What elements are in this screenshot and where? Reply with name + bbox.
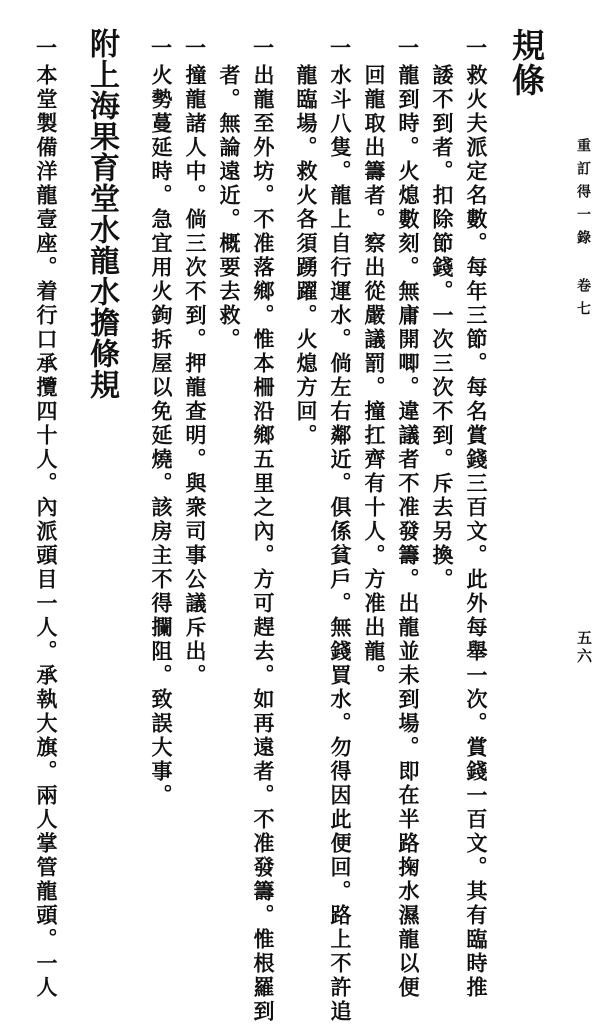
rule-marker: 一 bbox=[185, 35, 206, 60]
rule-marker: 一 bbox=[253, 35, 274, 60]
rule-marker: 一 bbox=[330, 35, 351, 60]
rule-6-line-1: 火勢蔓延時。急宜用火鉤拆屋以免延燒。該房主不得攔阻。致誤大事。 bbox=[149, 64, 174, 808]
appendix-rule-1-line-1: 本堂製備洋龍壹座。着行口承攬四十人。內派頭目一人。承執大旗。兩人掌管龍頭。一人 bbox=[34, 64, 59, 1000]
rule-marker: 一 bbox=[398, 35, 419, 60]
rule-2-line-1: 龍到時。火熄數刻。無庸開唧。違議者不准發籌。出龍並未到場。即在半路掬水濕龍以便 bbox=[396, 64, 421, 1000]
rule-marker: 一 bbox=[151, 35, 172, 60]
rule-3-line-1: 水斗八隻。龍上自行運水。倘左右鄰近。俱係貧戶。無錢買水。勿得因此便回。路上不許追 bbox=[328, 64, 353, 1024]
rule-1-line-1: 救火夫派定名數。每年三節。每名賞錢三百文。此外每舉一次。賞錢一百文。其有臨時推 bbox=[464, 64, 489, 1000]
rule-2-line-2: 回龍取出籌者。察出從嚴議罰。撞扛齊有十人。方准出龍。 bbox=[362, 64, 387, 688]
appendix-title: 附上海果育堂水龍水擔條規 bbox=[84, 28, 119, 400]
rule-5-line-1: 撞龍諸人中。倘三次不到。押龍查明。與衆司事公議斥出。 bbox=[183, 64, 208, 688]
section-title: 規條 bbox=[507, 28, 546, 98]
page-number: 五六 bbox=[575, 630, 593, 666]
rule-marker: 一 bbox=[466, 35, 487, 60]
rule-marker: 一 bbox=[36, 35, 57, 60]
running-head: 重訂得一錄 卷七 bbox=[575, 138, 591, 324]
rule-4-line-2: 者。無論遠近。概要去救。 bbox=[217, 64, 242, 352]
rule-4-line-1: 出龍至外坊。不准落鄉。惟本柵沿鄉五里之內。方可趕去。如再遠者。不准發籌。惟根羅到 bbox=[251, 64, 276, 1024]
rule-3-line-2: 龍臨場。救火各須踴躍。火熄方回。 bbox=[294, 64, 319, 448]
rule-1-line-2: 諉不到者。扣除節錢。一次三次不到。斥去另換。 bbox=[430, 64, 455, 592]
